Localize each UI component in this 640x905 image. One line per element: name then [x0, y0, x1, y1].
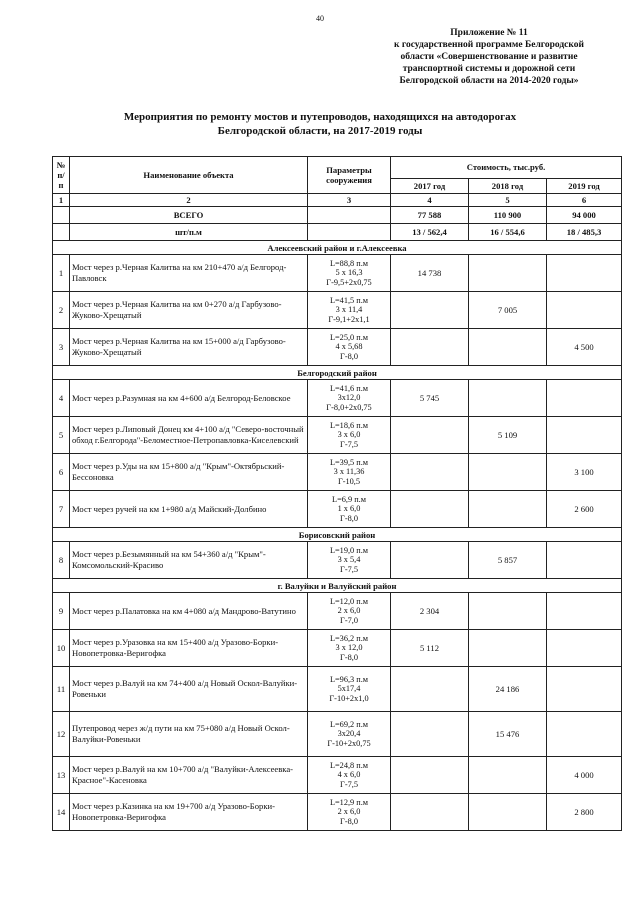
appendix-line: Приложение № 11	[450, 28, 528, 38]
district-title: Алексеевский район и г.Алексеевка	[53, 241, 622, 255]
param-line: Г-10+2х0,75	[327, 738, 371, 748]
cost-2018: 7 005	[469, 292, 547, 329]
district-section-row	[53, 528, 622, 542]
appendix-header	[374, 28, 604, 87]
header-num: № п/п	[53, 157, 70, 194]
param-line: Г-7,5	[340, 779, 358, 789]
object-name: Мост через р.Уразовка на км 15+400 а/д Уразово-Борки-Новопетровка-Веригофка	[70, 630, 308, 667]
district-title: Борисовский район	[53, 528, 622, 542]
total-2018: 110 900	[469, 207, 547, 224]
cost-2019	[547, 712, 622, 757]
units-label: шт/п.м	[70, 224, 308, 241]
cost-2019	[547, 593, 622, 630]
cost-2017	[391, 292, 469, 329]
structure-params	[308, 593, 391, 630]
units-2018: 16 / 554,6	[469, 224, 547, 241]
document-title	[60, 110, 580, 139]
param-line: Г-8,0+2х0,75	[326, 402, 372, 412]
total-2017: 77 588	[391, 207, 469, 224]
param-line: L=24,8 п.м	[329, 760, 369, 770]
header-2018: 2018 год	[469, 179, 547, 194]
units-2017: 13 / 562,4	[391, 224, 469, 241]
cost-2019	[547, 380, 622, 417]
table-row	[53, 593, 622, 630]
appendix-line: транспортной системы и дорожной сети	[402, 63, 576, 74]
units-2019: 18 / 485,3	[547, 224, 622, 241]
param-line: L=12,0 п.м	[329, 596, 369, 606]
row-number: 5	[53, 417, 70, 454]
table-row	[53, 630, 622, 667]
cost-2017: 5 112	[391, 630, 469, 667]
cost-2018: 5 109	[469, 417, 547, 454]
cost-2017	[391, 757, 469, 794]
object-name: Мост через р.Черная Калитва на км 15+000 а/д Гарбузово-Жуково-Хрещатый	[70, 329, 308, 366]
structure-params	[308, 630, 391, 667]
cost-2018	[469, 329, 547, 366]
param-line: Г-7,0	[340, 615, 358, 625]
cost-2018	[469, 757, 547, 794]
param-line: 3 х 12,0	[335, 643, 363, 653]
cost-2019: 2 600	[547, 491, 622, 528]
param-line: Г-8,0	[340, 351, 358, 361]
title-line: Белгородской области, на 2017-2019 годы	[217, 125, 423, 138]
structure-params	[308, 667, 391, 712]
cost-2018	[469, 630, 547, 667]
object-name: Мост через р.Валуй на км 10+700 а/д "Валуйки-Алексеевка-Красное"-Касеновка	[70, 757, 308, 794]
cost-2019: 4 000	[547, 757, 622, 794]
structure-params	[308, 454, 391, 491]
structure-params	[308, 542, 391, 579]
total-row	[53, 207, 622, 224]
param-line: L=88,8 п.м	[329, 258, 369, 268]
param-line: Г-8,0	[340, 652, 358, 662]
cost-2017	[391, 329, 469, 366]
cost-2018	[469, 794, 547, 831]
header-2017: 2017 год	[391, 179, 469, 194]
cost-2019	[547, 292, 622, 329]
cost-2019: 3 100	[547, 454, 622, 491]
cost-2018: 15 476	[469, 712, 547, 757]
param-line: Г-7,5	[340, 439, 358, 449]
param-line: L=18,6 п.м	[329, 420, 369, 430]
param-line: 1 х 6,0	[337, 504, 361, 514]
col-number: 6	[547, 194, 622, 207]
empty-cell	[53, 224, 70, 241]
cost-2019: 4 500	[547, 329, 622, 366]
object-name: Мост через р.Казинка на км 19+700 а/д Уразово-Борки-Новопетровка-Веригофка	[70, 794, 308, 831]
object-name: Мост через р.Валуй на км 74+400 а/д Новый Оскол-Валуйки-Ровеньки	[70, 667, 308, 712]
structure-params	[308, 491, 391, 528]
cost-2019	[547, 630, 622, 667]
cost-2017	[391, 667, 469, 712]
structure-params	[308, 757, 391, 794]
cost-2018	[469, 593, 547, 630]
param-line: 2 х 6,0	[337, 606, 361, 616]
header-2019: 2019 год	[547, 179, 622, 194]
cost-2017: 2 304	[391, 593, 469, 630]
structure-params	[308, 794, 391, 831]
total-label: ВСЕГО	[70, 207, 308, 224]
cost-2017	[391, 542, 469, 579]
table-row	[53, 255, 622, 292]
object-name: Мост через р.Палатовка на км 4+080 а/д Мандрово-Ватутино	[70, 593, 308, 630]
empty-cell	[53, 207, 70, 224]
cost-2017: 14 738	[391, 255, 469, 292]
object-name: Мост через р.Черная Калитва на км 210+470 а/д Белгород-Павловск	[70, 255, 308, 292]
total-2019: 94 000	[547, 207, 622, 224]
col-number: 3	[308, 194, 391, 207]
cost-2018: 24 186	[469, 667, 547, 712]
param-line: Г-8,0	[340, 816, 358, 826]
cost-2017	[391, 712, 469, 757]
param-line: 2 х 6,0	[337, 807, 361, 817]
col-number: 4	[391, 194, 469, 207]
cost-2018: 5 857	[469, 542, 547, 579]
param-line: L=12,9 п.м	[329, 797, 369, 807]
param-line: 3х12,0	[337, 393, 361, 403]
appendix-line: области «Совершенствование и развитие	[400, 51, 578, 62]
title-line: Мероприятия по ремонту мостов и путепроводов, находящихся на автодорогах	[123, 111, 517, 123]
structure-params	[308, 255, 391, 292]
param-line: 3 х 5,4	[337, 555, 361, 565]
units-row	[53, 224, 622, 241]
row-number: 11	[53, 667, 70, 712]
param-line: 3 х 6,0	[337, 430, 361, 440]
appendix-line: Белгородской области на 2014-2020 годы»	[399, 75, 579, 86]
param-line: Г-8,0	[340, 513, 358, 523]
header-cost: Стоимость, тыс.руб.	[391, 157, 622, 179]
param-line: 5х17,4	[337, 684, 361, 694]
structure-params	[308, 417, 391, 454]
object-name: Путепровод через ж/д пути на км 75+080 а/д Новый Оскол-Валуйки-Ровеньки	[70, 712, 308, 757]
table-row	[53, 542, 622, 579]
param-line: 5 х 16,3	[335, 268, 363, 278]
row-number: 7	[53, 491, 70, 528]
object-name: Мост через р.Разумная на км 4+600 а/д Белгород-Беловское	[70, 380, 308, 417]
empty-cell	[308, 224, 391, 241]
param-line: L=41,6 п.м	[329, 383, 369, 393]
table-row	[53, 292, 622, 329]
cost-2018	[469, 491, 547, 528]
row-number: 14	[53, 794, 70, 831]
bridges-table	[52, 156, 622, 831]
param-line: Г-10,5	[337, 476, 361, 486]
cost-2019	[547, 667, 622, 712]
param-line: Г-7,5	[340, 564, 358, 574]
structure-params	[308, 380, 391, 417]
table-body	[53, 194, 622, 831]
object-name: Мост через ручей на км 1+980 а/д Майский-Долбино	[70, 491, 308, 528]
column-number-row	[53, 194, 622, 207]
param-line: 3 х 11,36	[333, 467, 365, 477]
district-section-row	[53, 366, 622, 380]
structure-params	[308, 712, 391, 757]
cost-2019	[547, 417, 622, 454]
object-name: Мост через р.Безымянный на км 54+360 а/д "Крым"-Комсомольский-Красиво	[70, 542, 308, 579]
header-params: Параметры сооружения	[308, 157, 391, 194]
cost-2017	[391, 491, 469, 528]
row-number: 6	[53, 454, 70, 491]
cost-2019: 2 800	[547, 794, 622, 831]
param-line: 3х20,4	[337, 729, 361, 739]
param-line: 4 х 5,68	[335, 342, 363, 352]
param-line: L=39,5 п.м	[329, 457, 369, 467]
row-number: 8	[53, 542, 70, 579]
cost-2017	[391, 417, 469, 454]
table-row	[53, 454, 622, 491]
param-line: Г-9,1+2х1,1	[328, 314, 370, 324]
col-number: 2	[70, 194, 308, 207]
param-line: 3 х 11,4	[335, 305, 363, 315]
param-line: Г-9,5+2х0,75	[326, 277, 372, 287]
object-name: Мост через р.Уды на км 15+800 а/д "Крым"-Октябрьский-Бессоновка	[70, 454, 308, 491]
row-number: 12	[53, 712, 70, 757]
district-title: г. Валуйки и Валуйский район	[53, 579, 622, 593]
cost-2017: 5 745	[391, 380, 469, 417]
param-line: L=69,2 п.м	[329, 719, 369, 729]
district-title: Белгородский район	[53, 366, 622, 380]
cost-2019	[547, 542, 622, 579]
structure-params	[308, 292, 391, 329]
col-number: 1	[53, 194, 70, 207]
row-number: 9	[53, 593, 70, 630]
object-name: Мост через р.Черная Калитва на км 0+270 а/д Гарбузово-Жуково-Хрещатый	[70, 292, 308, 329]
row-number: 13	[53, 757, 70, 794]
object-name: Мост через р.Липовый Донец км 4+100 а/д "Северо-восточный обход г.Белгорода"-Беломестное-Петропавловка-Киселевский	[70, 417, 308, 454]
param-line: L=36,2 п.м	[329, 633, 369, 643]
cost-2018	[469, 454, 547, 491]
param-line: L=96,3 п.м	[329, 674, 369, 684]
table-row	[53, 667, 622, 712]
header-name: Наименование объекта	[70, 157, 308, 194]
table-row	[53, 417, 622, 454]
param-line: 4 х 6,0	[337, 770, 361, 780]
cost-2018	[469, 255, 547, 292]
row-number: 1	[53, 255, 70, 292]
table-row	[53, 329, 622, 366]
table-row	[53, 757, 622, 794]
cost-2017	[391, 454, 469, 491]
empty-cell	[308, 207, 391, 224]
cost-2017	[391, 794, 469, 831]
col-number: 5	[469, 194, 547, 207]
param-line: L=6,9 п.м	[332, 494, 366, 504]
table-row	[53, 491, 622, 528]
row-number: 2	[53, 292, 70, 329]
param-line: L=25,0 п.м	[329, 332, 369, 342]
table-row	[53, 712, 622, 757]
district-section-row	[53, 241, 622, 255]
row-number: 4	[53, 380, 70, 417]
param-line: L=41,5 п.м	[329, 295, 369, 305]
table-row	[53, 380, 622, 417]
appendix-line: к государственной программе Белгородской	[394, 39, 584, 50]
cost-2019	[547, 255, 622, 292]
table-row	[53, 794, 622, 831]
row-number: 3	[53, 329, 70, 366]
district-section-row	[53, 579, 622, 593]
param-line: Г-10+2х1,0	[329, 693, 369, 703]
param-line: L=19,0 п.м	[329, 545, 369, 555]
row-number: 10	[53, 630, 70, 667]
page-number: 40	[316, 14, 324, 23]
structure-params	[308, 329, 391, 366]
cost-2018	[469, 380, 547, 417]
